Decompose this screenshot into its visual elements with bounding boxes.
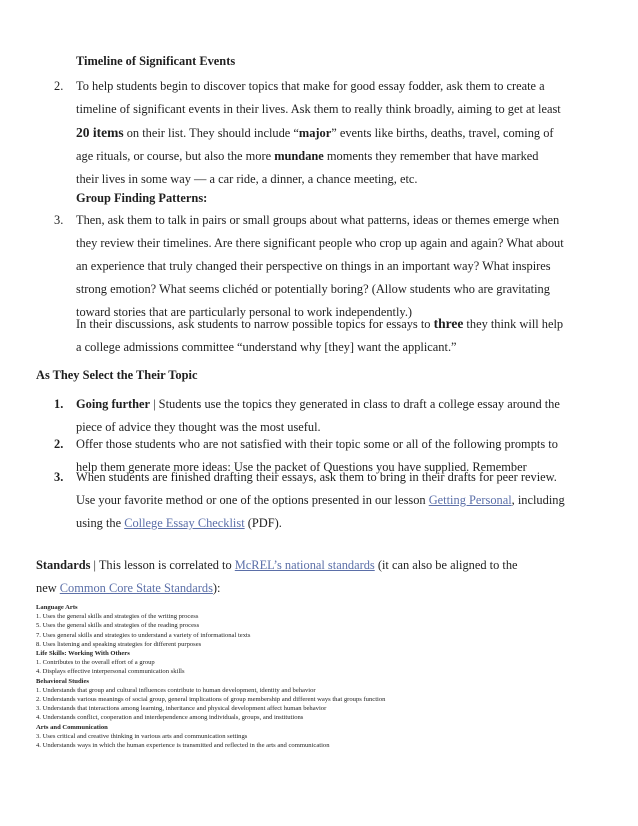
standards-item: 1. Contributes to the overall effort of a group xyxy=(36,659,155,667)
list-item-offer-prompts: Offer those students who are not satisfied with their topic some or all of the following prompts to help them generate more ideas: Use the packet of Questions you have supplied. Remember xyxy=(76,437,558,474)
standards-category: Arts and Communication xyxy=(36,723,108,731)
list-number-3: 3. xyxy=(54,213,64,227)
heading-timeline: Timeline of Significant Events xyxy=(76,54,236,68)
heading-select-topic: As They Select the Their Topic xyxy=(36,368,198,382)
standards-item: 4. Understands conflict, cooperation and interdependence among individuals, groups, and institutions xyxy=(36,714,304,722)
standards-item: 7. Uses general skills and strategies to understand a variety of informational texts xyxy=(36,631,251,639)
paragraph-timeline: To help students begin to discover topics that make for good essay fodder, ask them to create a timeline of significant events in their lives. Ask them to really think broadly, aiming to get at least 20 items on their list. They should include “major” events like births, deaths, travel, coming of age rituals, or course, but also the more mundane moments they remember that have marked their lives in some way — a car ride, a dinner, a chance meeting, etc. xyxy=(76,79,561,186)
standards-item: 8. Uses listening and speaking strategies for different purposes xyxy=(36,640,202,648)
standards-list xyxy=(36,603,616,750)
standards-item: 5. Uses the general skills and strategies of the reading process xyxy=(36,622,200,630)
standards-item: 4. Displays effective interpersonal communication skills xyxy=(36,668,185,676)
list-number-3b: 3. xyxy=(54,470,64,484)
link-common-core-standards[interactable]: Common Core State Standards xyxy=(59,581,213,595)
standards-item: 3. Uses critical and creative thinking in various arts and communication settings xyxy=(36,732,248,740)
list-item-going-further: Going further | Students use the topics they generated in class to draft a college essay around the piece of advice they thought was the most useful. xyxy=(76,397,560,434)
list-number-1: 1. xyxy=(54,397,64,411)
paragraph-group-patterns: Then, ask them to talk in pairs or small groups about what patterns, ideas or themes emerge when they review their timelines. Are there significant people who crop up again and again? What about an experience that truly changed their perspective on things in an important way? What inspires strong emotion? What seems clichéd or potentially boring? (Allow students who are gravitating toward stories that are particularly personal to work independently.) xyxy=(76,213,564,319)
link-mcrel-standards[interactable]: McREL’s national standards xyxy=(234,558,375,572)
standards-item: 2. Understands various meanings of social group, general implications of group membership and different ways that groups function xyxy=(36,696,386,704)
link-getting-personal[interactable]: Getting Personal xyxy=(428,493,512,507)
list-number-2b: 2. xyxy=(54,437,64,451)
paragraph-narrow-topics: In their discussions, ask students to narrow possible topics for essays to three they think will help a college admissions committee “understand why [they] want the applicant.” xyxy=(76,316,564,354)
standards-item: 1. Uses the general skills and strategies of the writing process xyxy=(36,613,199,621)
list-item-peer-review: When students are finished drafting their essays, ask them to bring in their drafts for peer review. Use your favorite method or one of the options presented in our lesson Getting Personal, including using the College Essay Checklist (PDF). xyxy=(76,470,565,530)
standards-paragraph: Standards | This lesson is correlated to McREL’s national standards (it can also be aligned to the new Common Core State Standards): xyxy=(36,558,518,595)
link-college-essay-checklist[interactable]: College Essay Checklist xyxy=(124,516,245,530)
heading-group-patterns: Group Finding Patterns: xyxy=(76,191,208,205)
standards-category: Behavioral Studies xyxy=(36,677,89,685)
standards-item: 3. Understands that interactions among learning, inheritance and physical development affect human behavior xyxy=(36,705,327,713)
standards-item: 4. Understands ways in which the human experience is transmitted and reflected in the arts and communication xyxy=(36,742,330,750)
standards-item: 1. Understands that group and cultural influences contribute to human development, identity and behavior xyxy=(36,686,316,694)
standards-category: Life Skills: Working With Others xyxy=(36,650,130,658)
list-number-2: 2. xyxy=(54,79,64,93)
standards-category: Language Arts xyxy=(36,604,78,611)
